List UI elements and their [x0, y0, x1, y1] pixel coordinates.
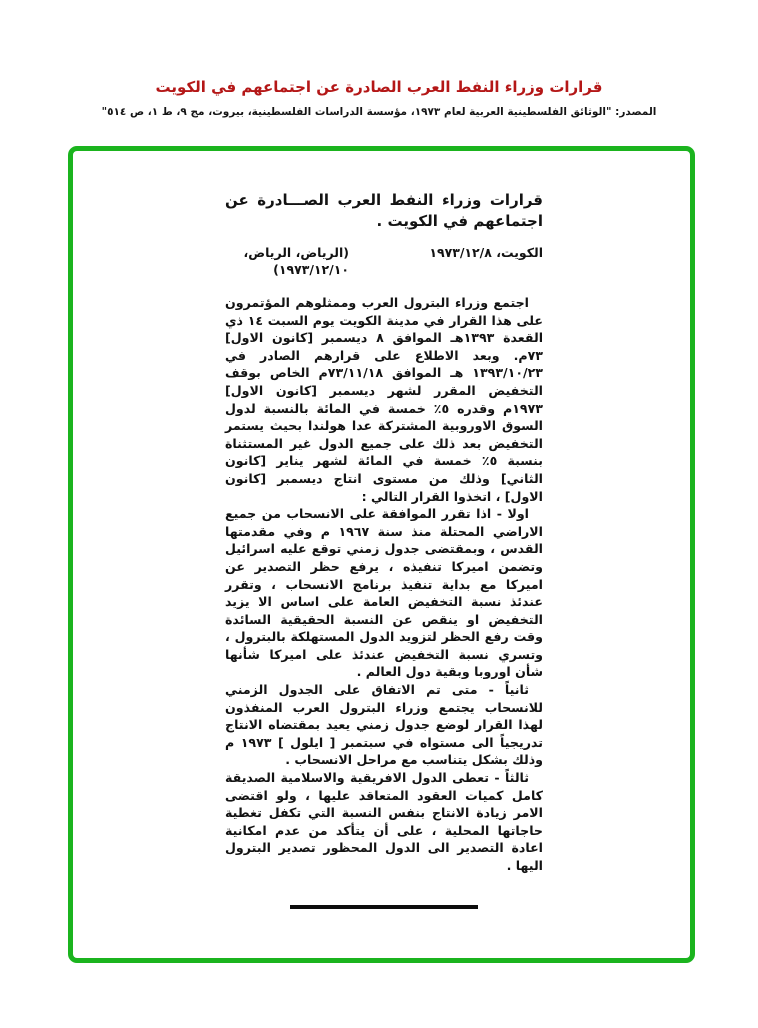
doc-paragraph-intro: اجتمع وزراء البترول العرب وممثلوهم المؤتمرون على هذا القرار في مدينة الكويت يوم السبت ١٤ ذي القعدة ١٣٩٣هـ الموافق ٨ ديسمبر [كانون الاول] ٧٣م. وبعد الاطلاع على قرارهم الصادر في ١٣٩٣/١٠/٢٣ هـ الموافق ٧٣/١١/١٨م الخاص بوقف التخفيض المقرر لشهر ديسمبر [كانون الاول] ١٩٧٣م وقدره ٥٪ خمسة في المائة بالنسبة لدول السوق الاوروبية المشتركة عدا هولندا بحيث يستمر التخفيض بعد ذلك على جميع الدول غير المستثناة بنسبة ٥٪ خمسة في المائة لشهر يناير [كانون الثاني] وذلك من مستوى انتاج ديسمبر [كانون الاول] ، اتخذوا القرار التالي :: [225, 295, 544, 504]
doc-paragraph-second-clause: ثانياً - متى تم الاتفاق على الجدول الزمني للانسحاب يجتمع وزراء البترول العرب المنفذون لهذا القرار لوضع جدول زمني يعيد بمقتضاه الانتاج تدريجياً الى مستواه في سبتمبر [ ايلول ] ١٩٧٣ م وذلك بشكل يتناسب مع مراحل الانسحاب .: [225, 682, 543, 768]
scanned-document: [225, 190, 543, 909]
end-divider-rule: [290, 905, 478, 909]
source-citation: المصدر: "الوثائق الفلسطينية العربية لعام ١٩٧٣، مؤسسة الدراسات الفلسطينية، بيروت، مج ٩، ط ١، ص ٥١٤": [101, 106, 657, 118]
page-title: قرارات وزراء النفط العرب الصادرة عن اجتماعهم في الكويت: [155, 78, 603, 96]
document-body: [225, 294, 543, 875]
doc-paragraph-first-clause: اولا - اذا تقرر الموافقة على الانسحاب من جميع الاراضي المحتلة منذ سنة ١٩٦٧ م وفي مقدمتها القدس ، وبمقتضى جدول زمني توقع عليه اسرائيل وتضمن اميركا تنفيذه ، يرفع حظر التصدير عن اميركا مع بداية تنفيذ برنامج الانسحاب ، وتقرر عندئذ نسبة التخفيض العامة على اساس الا يزيد التخفيض او ينقص عن النسبة الحقيقية السائدة وقت رفع الحظر لتزويد الدول المستهلكة بالبترول ، وتسري نسبة التخفيض عندئذ على اميركا شأنها شأن اوروبا وبقية دول العالم .: [225, 506, 543, 680]
newspaper-source-ref: (الرياض، الرياض، ١٩٧٣/١٢/١٠): [243, 245, 349, 277]
place-date: الكويت، ١٩٧٣/١٢/٨: [429, 245, 543, 260]
document-heading: قرارات وزراء النفط العرب الصـــادرة عن اجتماعهم في الكويت .: [225, 191, 543, 230]
dateline-row: [225, 244, 543, 278]
doc-paragraph-third-clause: ثالثاً - تعطى الدول الافريقية والاسلامية الصديقة كامل كميات العقود المتعاقد عليها ، ولو اقتضى الامر زيادة الانتاج بنفس النسبة التي تكفل تغطية حاجاتها المحلية ، على أن يتأكد من عدم امكانية اعادة التصدير الى الدول المحظور تصدير البترول اليها .: [225, 770, 543, 873]
